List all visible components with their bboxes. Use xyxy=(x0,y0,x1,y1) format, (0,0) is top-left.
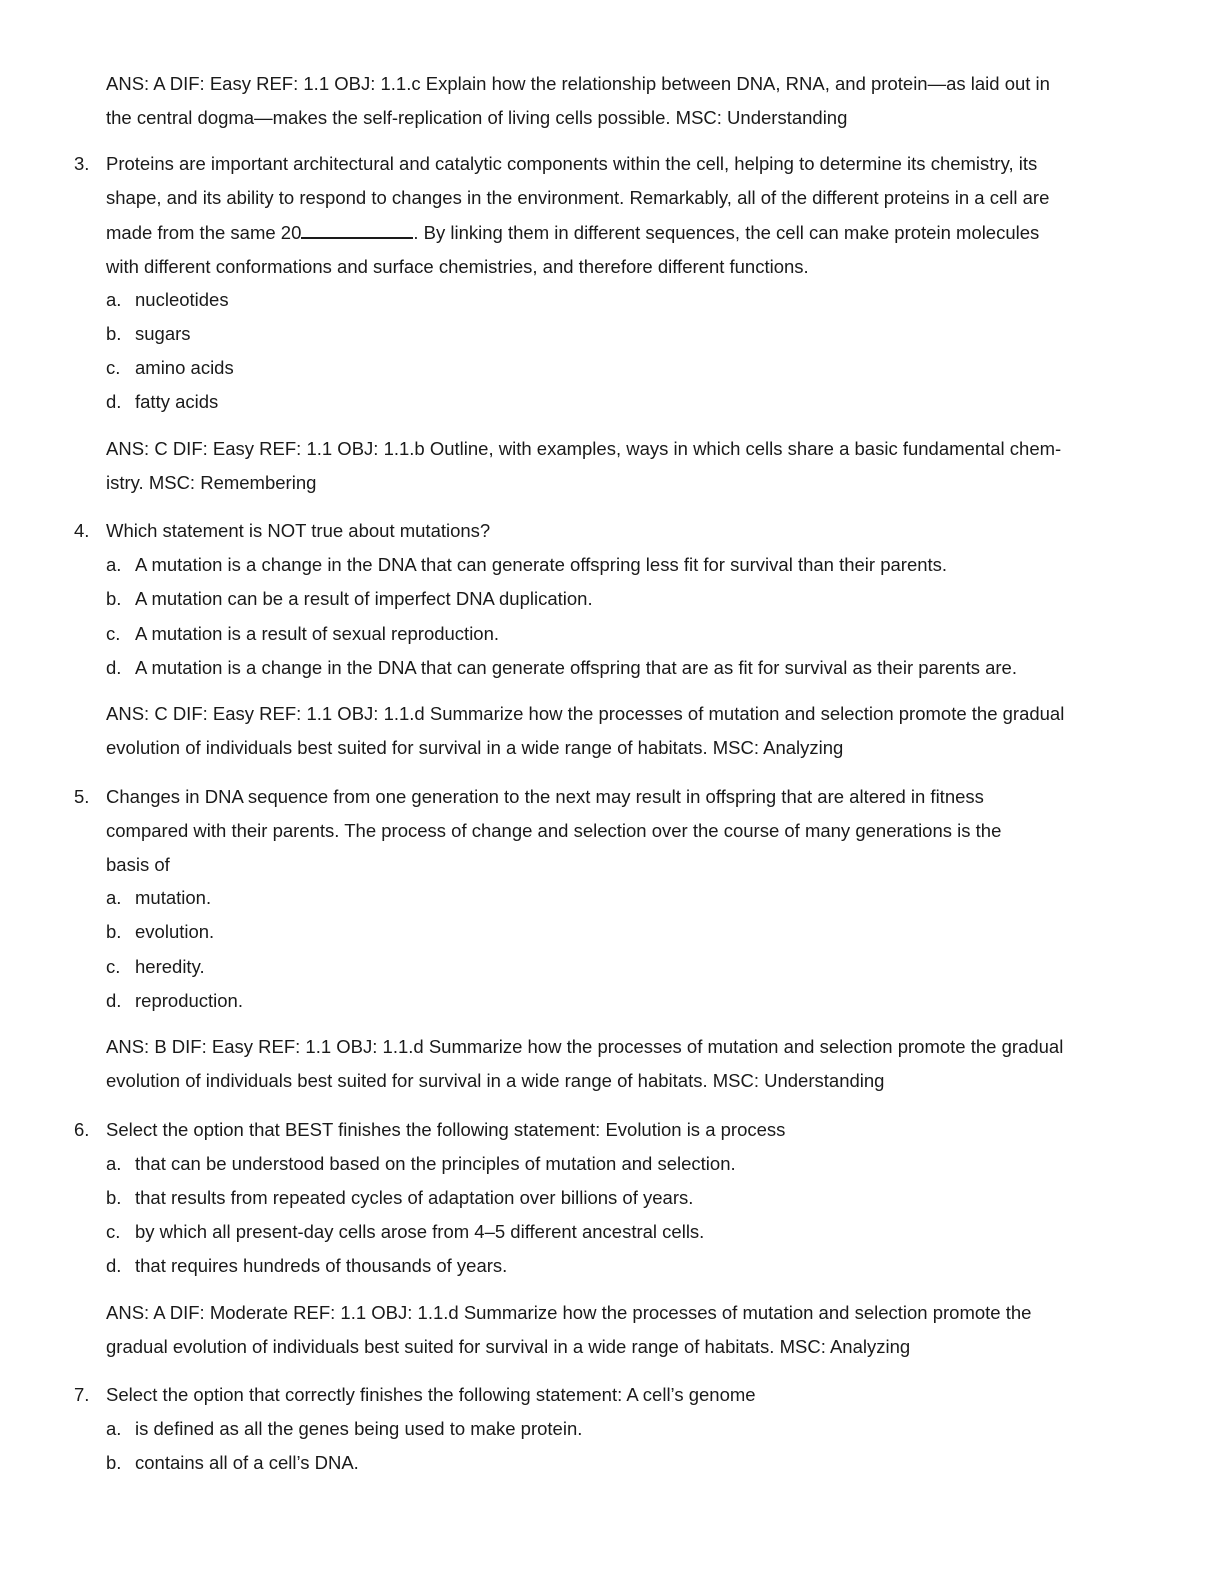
option-text: evolution. xyxy=(135,921,215,942)
option-a xyxy=(106,881,1136,915)
option-text: by which all present-day cells arose from 4–5 different ancestral cells. xyxy=(135,1221,705,1242)
option-letter: c. xyxy=(106,956,121,977)
question-line: Select the option that correctly finishes the following statement: A cell’s genome xyxy=(106,1384,756,1405)
option-b xyxy=(106,1181,1136,1215)
question-number: 7. xyxy=(74,1384,90,1405)
option-d xyxy=(106,1249,1136,1283)
option-d xyxy=(106,984,1136,1018)
option-c xyxy=(106,617,1136,651)
option-b xyxy=(106,1446,1136,1480)
option-b xyxy=(106,915,1136,949)
answer-key xyxy=(106,1296,1136,1364)
question-line: basis of xyxy=(106,854,170,875)
answer-line: istry. MSC: Remembering xyxy=(106,472,317,493)
option-letter: c. xyxy=(106,1221,121,1242)
answer-line: gradual evolution of individuals best suited for survival in a wide range of habitats. MSC: Analyzing xyxy=(106,1336,911,1357)
answer-line: ANS: A DIF: Moderate REF: 1.1 OBJ: 1.1.d Summarize how the processes of mutation and selection promote the xyxy=(106,1302,1032,1323)
option-a xyxy=(106,548,1136,582)
option-text: mutation. xyxy=(135,887,212,908)
option-c xyxy=(106,351,1136,385)
option-text: that can be understood based on the principles of mutation and selection. xyxy=(135,1153,736,1174)
option-d xyxy=(106,385,1136,419)
option-letter: b. xyxy=(106,323,122,344)
option-b xyxy=(106,582,1136,616)
option-text: A mutation can be a result of imperfect DNA duplication. xyxy=(135,588,593,609)
option-text: reproduction. xyxy=(135,990,243,1011)
question-line: compared with their parents. The process of change and selection over the course of many generations is the xyxy=(106,820,1002,841)
option-letter: b. xyxy=(106,1187,122,1208)
option-a xyxy=(106,1147,1136,1181)
question-line: Select the option that BEST finishes the following statement: Evolution is a process xyxy=(106,1119,786,1140)
question-text xyxy=(106,1113,1136,1147)
question-text xyxy=(106,514,1136,548)
option-letter: d. xyxy=(106,990,122,1011)
option-c xyxy=(106,1215,1136,1249)
option-c xyxy=(106,950,1136,984)
option-d xyxy=(106,651,1136,685)
option-text: nucleotides xyxy=(135,289,229,310)
answer-key-top xyxy=(106,67,1136,135)
answer-line: evolution of individuals best suited for survival in a wide range of habitats. MSC: Analyzing xyxy=(106,737,844,758)
option-text: A mutation is a result of sexual reproduction. xyxy=(135,623,500,644)
question-line-with-blank xyxy=(106,215,1136,250)
question-number: 5. xyxy=(74,786,90,807)
question-line: Proteins are important architectural and catalytic components within the cell, helping to determine its chemistry, its xyxy=(106,153,1038,174)
option-text: that requires hundreds of thousands of years. xyxy=(135,1255,508,1276)
option-letter: d. xyxy=(106,391,122,412)
answer-line: ANS: A DIF: Easy REF: 1.1 OBJ: 1.1.c Explain how the relationship between DNA, RNA, and protein—as laid out in xyxy=(106,73,1050,94)
question-text xyxy=(106,147,1136,284)
option-text: A mutation is a change in the DNA that can generate offspring that are as fit for survival as their parents are. xyxy=(135,657,1017,678)
option-letter: a. xyxy=(106,887,122,908)
option-text: that results from repeated cycles of adaptation over billions of years. xyxy=(135,1187,694,1208)
option-text: sugars xyxy=(135,323,191,344)
answer-key xyxy=(106,697,1136,765)
question-number: 6. xyxy=(74,1119,90,1140)
option-text: fatty acids xyxy=(135,391,219,412)
option-letter: a. xyxy=(106,1418,122,1439)
option-text: A mutation is a change in the DNA that can generate offspring less fit for survival than their parents. xyxy=(135,554,948,575)
option-text: amino acids xyxy=(135,357,234,378)
question-line: with different conformations and surface chemistries, and therefore different functions. xyxy=(106,256,809,277)
question-line: Changes in DNA sequence from one generation to the next may result in offspring that are altered in fitness xyxy=(106,786,984,807)
question-line-part: . By linking them in different sequences, the cell can make protein molecules xyxy=(413,222,1040,243)
option-a xyxy=(106,283,1136,317)
answer-line: evolution of individuals best suited for survival in a wide range of habitats. MSC: Understanding xyxy=(106,1070,885,1091)
question-line-part: made from the same 20 xyxy=(106,222,302,243)
answer-key xyxy=(106,1030,1136,1098)
option-letter: a. xyxy=(106,289,122,310)
question-text xyxy=(106,1378,1136,1412)
option-text: contains all of a cell’s DNA. xyxy=(135,1452,359,1473)
fill-in-blank xyxy=(301,215,413,239)
option-text: heredity. xyxy=(135,956,205,977)
answer-line: ANS: C DIF: Easy REF: 1.1 OBJ: 1.1.b Outline, with examples, ways in which cells share a basic fundamental chem- xyxy=(106,438,1062,459)
question-line: shape, and its ability to respond to changes in the environment. Remarkably, all of the different proteins in a cell are xyxy=(106,187,1050,208)
option-text: is defined as all the genes being used to make protein. xyxy=(135,1418,583,1439)
option-letter: a. xyxy=(106,1153,122,1174)
option-letter: d. xyxy=(106,657,122,678)
question-number: 3. xyxy=(74,153,90,174)
answer-key xyxy=(106,432,1136,500)
question-text xyxy=(106,780,1136,882)
option-letter: b. xyxy=(106,1452,122,1473)
question-line: Which statement is NOT true about mutations? xyxy=(106,520,491,541)
answer-line: the central dogma—makes the self-replication of living cells possible. MSC: Understanding xyxy=(106,107,848,128)
answer-line: ANS: B DIF: Easy REF: 1.1 OBJ: 1.1.d Summarize how the processes of mutation and selection promote the gradual xyxy=(106,1036,1064,1057)
option-a xyxy=(106,1412,1136,1446)
option-letter: b. xyxy=(106,588,122,609)
option-letter: c. xyxy=(106,357,121,378)
question-number: 4. xyxy=(74,520,90,541)
option-letter: c. xyxy=(106,623,121,644)
option-letter: b. xyxy=(106,921,122,942)
option-letter: a. xyxy=(106,554,122,575)
option-letter: d. xyxy=(106,1255,122,1276)
answer-line: ANS: C DIF: Easy REF: 1.1 OBJ: 1.1.d Summarize how the processes of mutation and selection promote the gradual xyxy=(106,703,1065,724)
option-b xyxy=(106,317,1136,351)
